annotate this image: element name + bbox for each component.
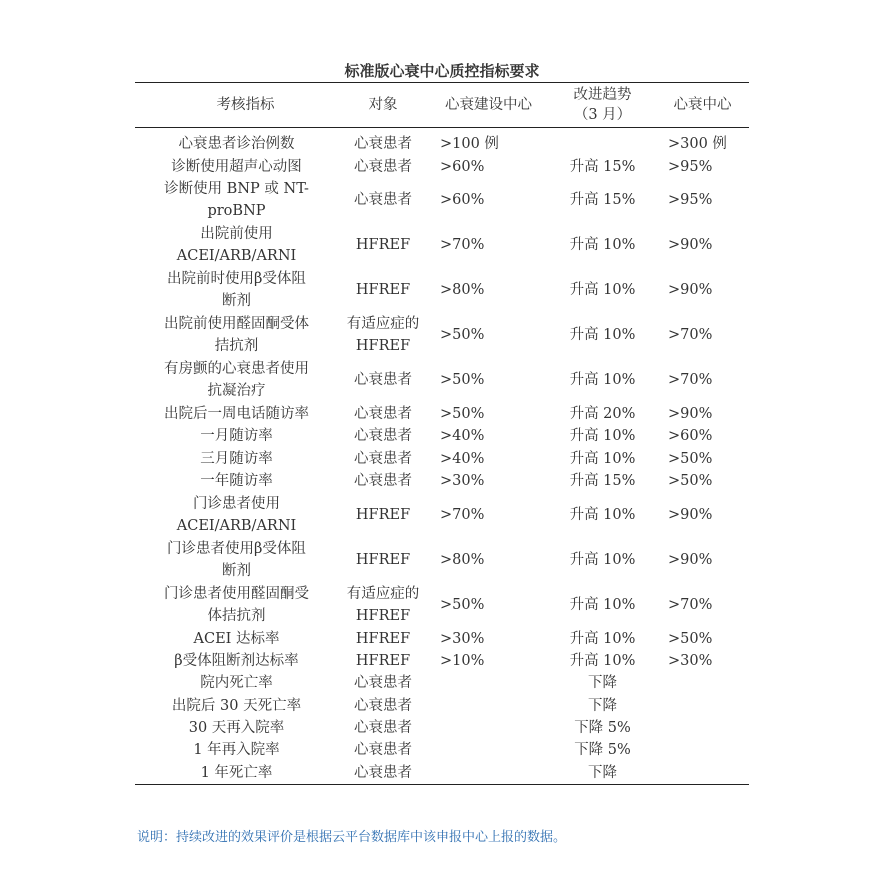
cell-target: 心衰患者 <box>354 136 412 153</box>
cell-trend: 升高 20% <box>569 405 636 422</box>
cell-building-center: >30% <box>440 630 485 647</box>
cell-indicator: 心衰患者诊治例数 <box>178 136 295 153</box>
cell-hf-center <box>656 672 749 694</box>
cell-building-center <box>428 695 549 717</box>
cell-target: 心衰患者 <box>354 192 412 209</box>
cell-target: 心衰患者 <box>354 428 412 445</box>
cell-hf-center: >30% <box>668 652 713 669</box>
table-title: 标准版心衰中心质控指标要求 <box>344 62 540 80</box>
cell-building-center: >40% <box>440 450 485 467</box>
cell-hf-center: >95% <box>668 192 713 209</box>
cell-indicator: 1 年死亡率 <box>200 764 273 781</box>
cell-target: HFREF <box>355 506 411 523</box>
cell-target: 心衰患者 <box>354 697 412 714</box>
cell-target: HFREF <box>355 237 411 254</box>
header-hf-center: 心衰中心 <box>656 83 749 128</box>
cell-building-center: >70% <box>440 506 485 523</box>
cell-indicator: 一月随访率 <box>200 428 273 445</box>
cell-indicator: 诊断使用超声心动图 <box>171 158 302 175</box>
cell-trend: 升高 10% <box>569 428 636 445</box>
cell-indicator: 出院前时使用β受体阻 断剂 <box>167 271 306 310</box>
cell-building-center: >80% <box>440 282 485 299</box>
cell-trend: 升高 10% <box>569 506 636 523</box>
cell-trend: 升高 10% <box>569 596 636 613</box>
cell-target: 心衰患者 <box>354 450 412 467</box>
cell-trend: 下降 <box>588 764 617 781</box>
cell-building-center: >10% <box>440 652 485 669</box>
cell-target: 心衰患者 <box>354 473 412 490</box>
cell-hf-center <box>656 695 749 717</box>
cell-building-center <box>428 739 549 761</box>
cell-building-center: >40% <box>440 428 485 445</box>
cell-trend: 升高 15% <box>569 473 636 490</box>
cell-target: 心衰患者 <box>354 405 412 422</box>
cell-trend: 下降 <box>588 697 617 714</box>
cell-indicator: 门诊患者使用 ACEI/ARB/ARNI <box>176 495 297 534</box>
cell-hf-center <box>656 739 749 761</box>
cell-hf-center: >70% <box>668 596 713 613</box>
header-target: 对象 <box>338 83 428 128</box>
cell-target: 心衰患者 <box>354 372 412 389</box>
cell-trend: 下降 <box>588 675 617 692</box>
cell-indicator: 出院前使用醛固酮受体 拮抗剂 <box>164 316 309 355</box>
cell-building-center: >80% <box>440 551 485 568</box>
cell-trend: 升高 10% <box>569 327 636 344</box>
cell-target: 心衰患者 <box>354 764 412 781</box>
cell-trend <box>549 133 656 155</box>
cell-indicator: 30 天再入院率 <box>188 720 285 737</box>
cell-hf-center: >50% <box>668 630 713 647</box>
cell-building-center: >60% <box>440 192 485 209</box>
cell-indicator: ACEI 达标率 <box>193 630 280 647</box>
cell-hf-center: >90% <box>668 405 713 422</box>
cell-hf-center <box>656 717 749 739</box>
cell-trend: 升高 15% <box>569 158 636 175</box>
cell-building-center <box>428 717 549 739</box>
cell-hf-center: >70% <box>668 372 713 389</box>
header-building-center: 心衰建设中心 <box>428 83 549 128</box>
cell-hf-center: >50% <box>668 450 713 467</box>
cell-indicator: 出院后一周电话随访率 <box>164 405 309 422</box>
cell-trend: 升高 10% <box>569 237 636 254</box>
cell-trend: 升高 10% <box>569 450 636 467</box>
cell-hf-center: >95% <box>668 158 713 175</box>
quality-indicator-table <box>135 82 749 785</box>
cell-indicator: 门诊患者使用β受体阻 断剂 <box>167 540 306 579</box>
cell-hf-center: >300 例 <box>668 136 727 153</box>
cell-hf-center: >50% <box>668 473 713 490</box>
cell-trend: 下降 5% <box>574 742 631 759</box>
cell-indicator: 一年随访率 <box>200 473 273 490</box>
cell-trend: 升高 10% <box>569 630 636 647</box>
cell-indicator: 1 年再入院率 <box>193 742 280 759</box>
cell-hf-center: >90% <box>668 237 713 254</box>
cell-target: 心衰患者 <box>354 158 412 175</box>
cell-target: 有适应症的 HFREF <box>346 316 420 355</box>
cell-target: HFREF <box>355 282 411 299</box>
cell-target: HFREF <box>355 551 411 568</box>
cell-indicator: 出院前使用 ACEI/ARB/ARNI <box>176 226 297 265</box>
cell-building-center: >50% <box>440 405 485 422</box>
cell-trend: 升高 10% <box>569 652 636 669</box>
cell-indicator: 出院后 30 天死亡率 <box>171 697 302 714</box>
cell-building-center <box>428 672 549 694</box>
cell-target: HFREF <box>355 630 411 647</box>
cell-target: 有适应症的 HFREF <box>346 585 420 624</box>
cell-building-center <box>428 762 549 784</box>
cell-indicator: 三月随访率 <box>200 450 273 467</box>
cell-building-center: >60% <box>440 158 485 175</box>
cell-indicator: 诊断使用 BNP 或 NT- proBNP <box>164 181 309 220</box>
cell-hf-center <box>656 762 749 784</box>
cell-indicator: 院内死亡率 <box>200 675 273 692</box>
header-trend: 改进趋势 （3 月） <box>549 83 656 128</box>
cell-indicator: 有房颤的心衰患者使用 抗凝治疗 <box>164 361 309 400</box>
cell-target: HFREF <box>355 652 411 669</box>
cell-target: 心衰患者 <box>354 675 412 692</box>
cell-building-center: >50% <box>440 596 485 613</box>
cell-indicator: 门诊患者使用醛固酮受 体拮抗剂 <box>164 585 309 624</box>
cell-trend: 升高 10% <box>569 282 636 299</box>
cell-trend: 升高 10% <box>569 372 636 389</box>
cell-trend: 升高 15% <box>569 192 636 209</box>
cell-target: 心衰患者 <box>354 742 412 759</box>
cell-hf-center: >90% <box>668 282 713 299</box>
cell-hf-center: >90% <box>668 506 713 523</box>
cell-building-center: >30% <box>440 473 485 490</box>
footnote: 说明：持续改进的效果评价是根据云平台数据库中该申报中心上报的数据。 <box>137 830 567 845</box>
cell-building-center: >70% <box>440 237 485 254</box>
cell-target: 心衰患者 <box>354 720 412 737</box>
cell-building-center: >100 例 <box>440 136 499 153</box>
header-indicator: 考核指标 <box>135 83 338 128</box>
cell-hf-center: >70% <box>668 327 713 344</box>
cell-indicator: β受体阻断剂达标率 <box>174 652 299 669</box>
cell-trend: 下降 5% <box>574 720 631 737</box>
cell-building-center: >50% <box>440 372 485 389</box>
cell-building-center: >50% <box>440 327 485 344</box>
cell-hf-center: >90% <box>668 551 713 568</box>
cell-hf-center: >60% <box>668 428 713 445</box>
cell-trend: 升高 10% <box>569 551 636 568</box>
